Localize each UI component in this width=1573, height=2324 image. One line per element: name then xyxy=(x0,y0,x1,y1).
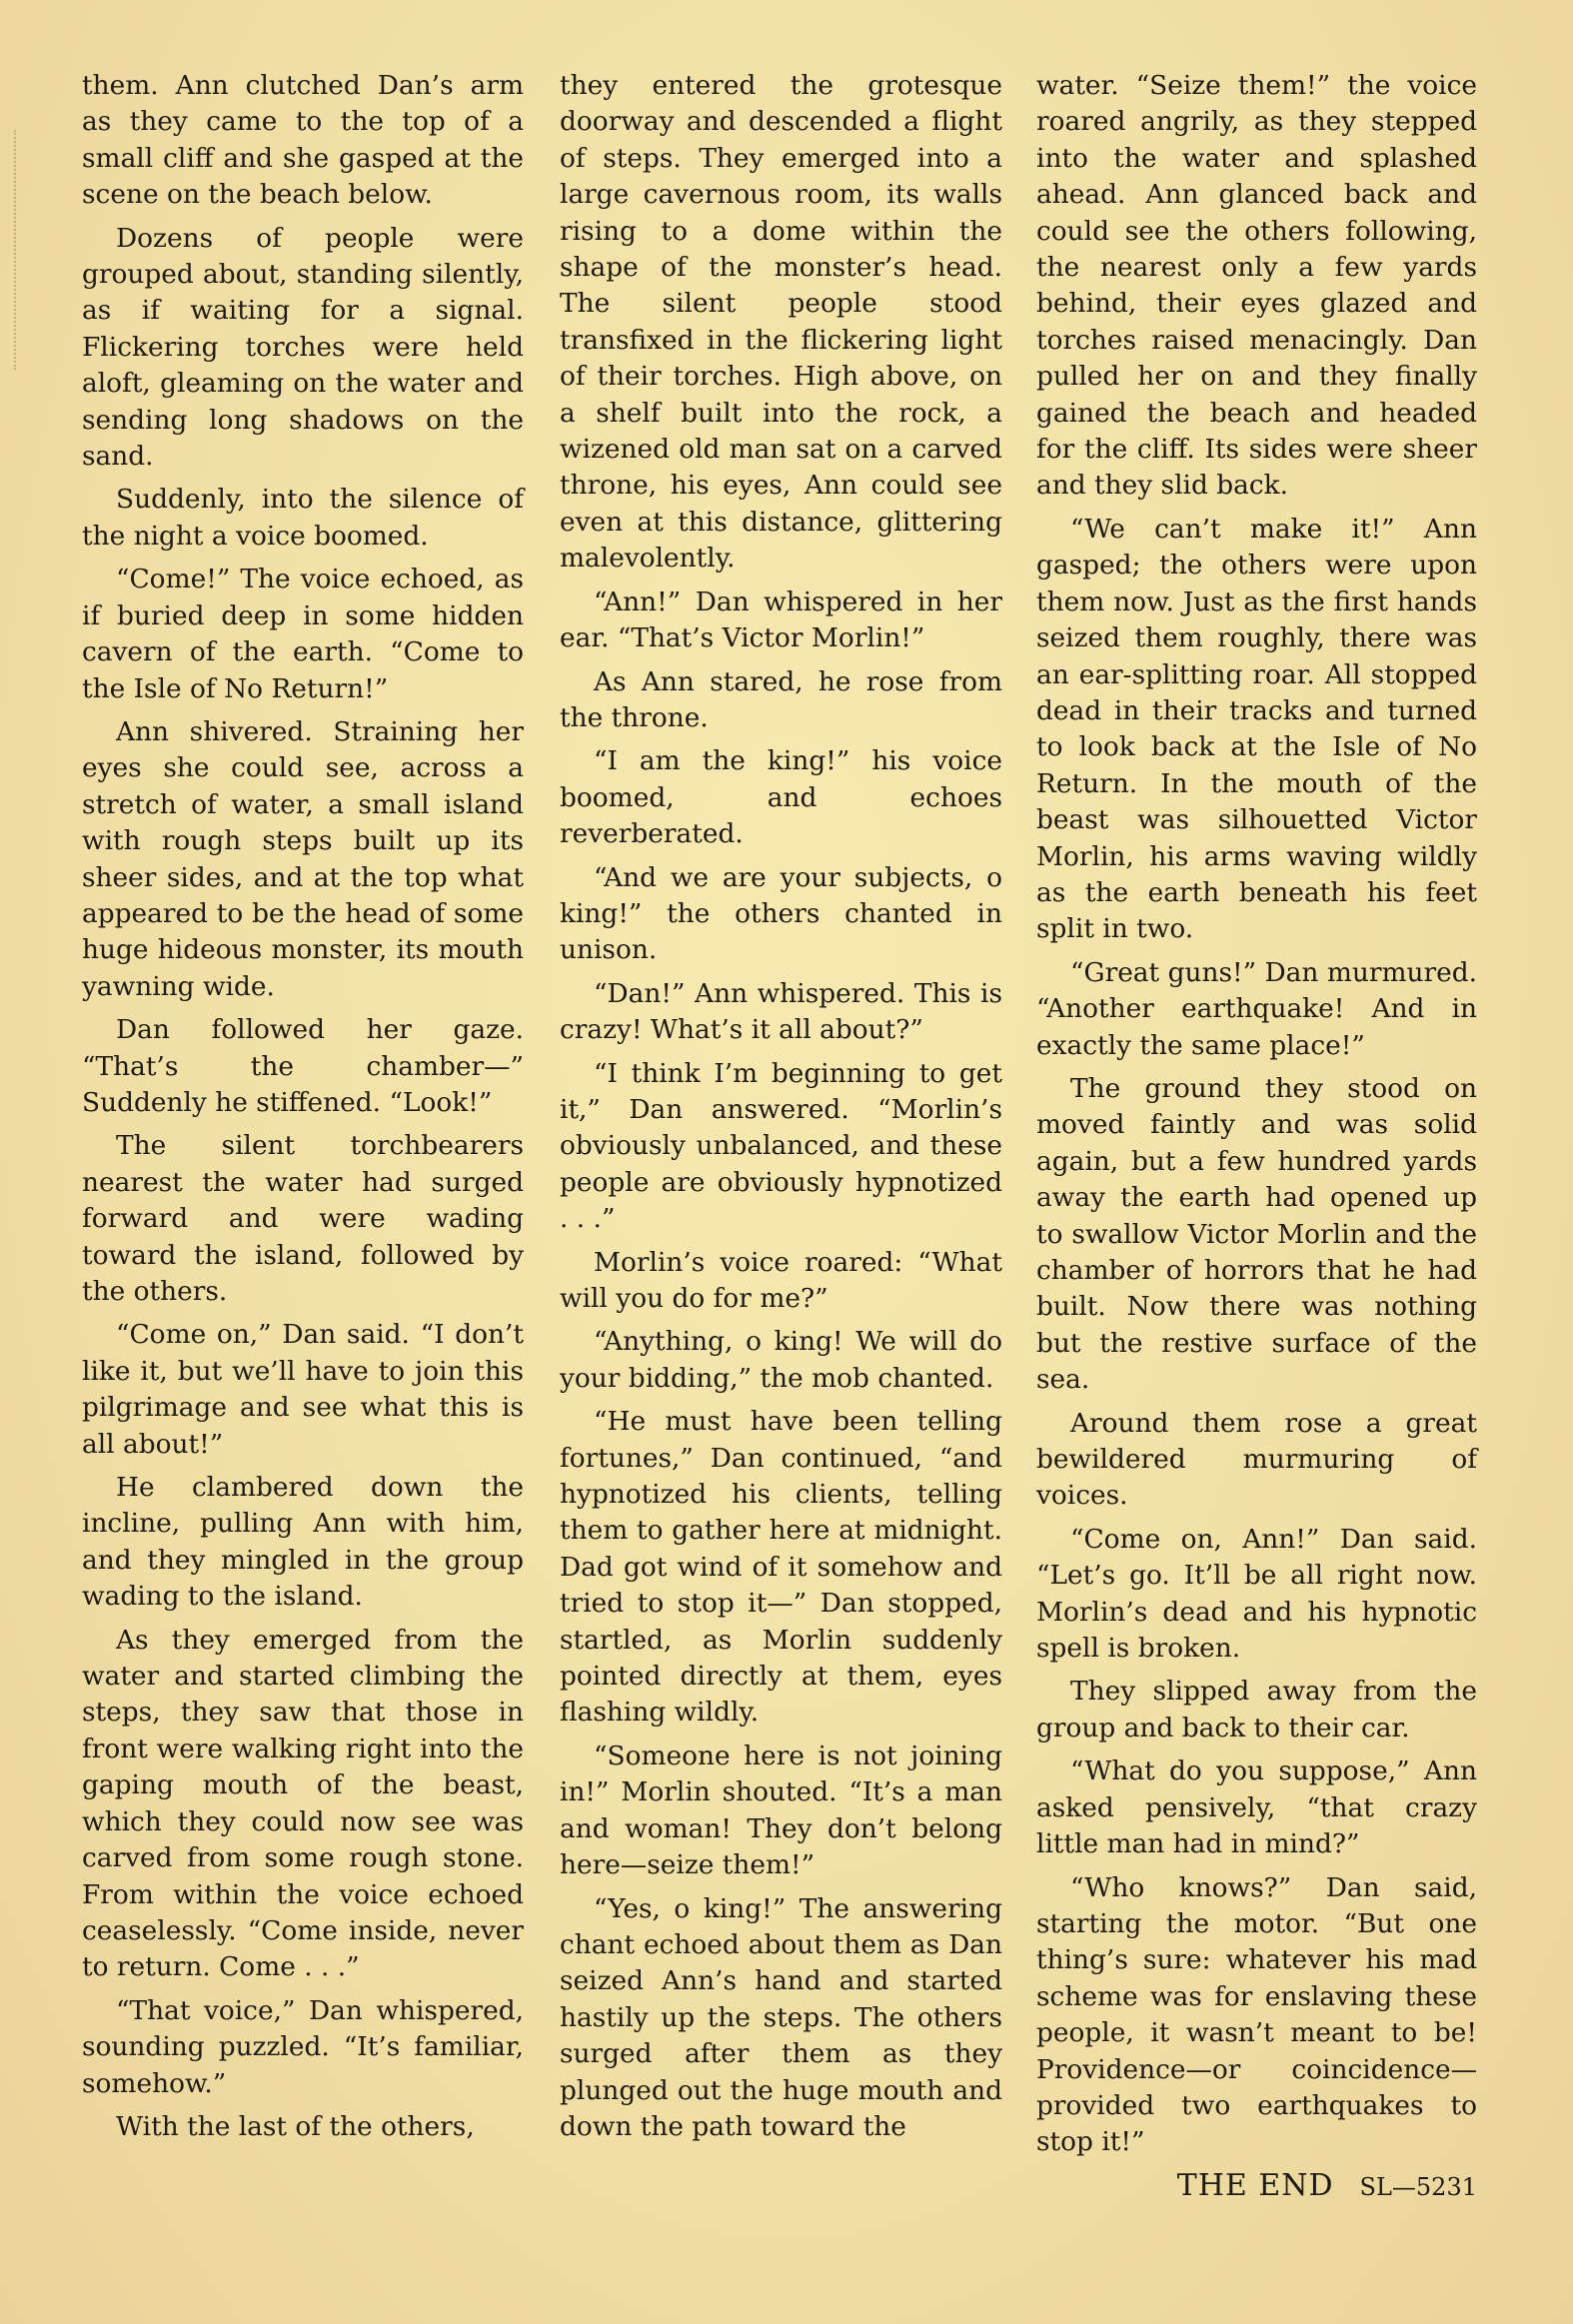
paragraph: “I think I’m beginning to get it,” Dan answered. “Morlin’s obviously unbalanced, and these people are obviously hypnotized . . .” xyxy=(560,1057,1002,1235)
paragraph: water. “Seize them!” the voice roared angrily, as they stepped into the water and splashed ahead. Ann glanced back and could see the others following, the nearest only a few yards behind, their eyes glazed and torches raised menacingly. Dan pulled her on and they finally gained the beach and headed for the cliff. Its sides were sheer and they slid back. xyxy=(1036,70,1477,502)
paragraph: them. Ann clutched Dan’s arm as they came to the top of a small cliff and she gasped at the scene on the beach below. xyxy=(82,70,524,211)
paragraph: They slipped away from the group and back to their car. xyxy=(1036,1676,1477,1743)
paragraph: “And we are your subjects, o king!” the others chanted in unison. xyxy=(560,861,1002,966)
paragraph: Morlin’s voice roared: “What will you do for me?” xyxy=(560,1246,1002,1314)
paragraph: “He must have been telling fortunes,” Dan continued, “and hypnotized his clients, telling them to gather here at midnight. Dad got wind of it somehow and tried to stop it—” Dan stopped, startled, as Morlin suddenly pointed directly at them, eyes flashing wildly. xyxy=(560,1406,1002,1729)
paragraph: The ground they stood on moved faintly and was solid again, but a few hundred yards away the earth had opened up to swallow Victor Morlin and the chamber of horrors that he had built. Now there was nothing but the restive surface of the sea. xyxy=(1036,1072,1477,1396)
paragraph: As they emerged from the water and started climbing the steps, they saw that those in front were walking right into the gaping mouth of the beast, which they could now see was carved from some rough stone. From within the voice echoed ceaselessly. “Come inside, never to return. Come . . .” xyxy=(82,1624,524,1983)
story-code: SL—5231 xyxy=(1359,2172,1477,2201)
paragraph: “Come!” The voice echoed, as if buried deep in some hidden cavern of the earth. “Come to the Isle of No Return!” xyxy=(82,564,524,704)
paragraph: “Come on,” Dan said. “I don’t like it, but we’ll have to join this pilgrimage and see what this is all about!” xyxy=(82,1319,524,1460)
paragraph: “Yes, o king!” The answering chant echoed about them as Dan seized Ann’s hand and started hastily up the steps. The others surged after them as they plunged out the huge mouth and down the path toward the xyxy=(560,1892,1002,2142)
paragraph: Suddenly, into the silence of the night a voice boomed. xyxy=(82,484,524,552)
paragraph: they entered the grotesque doorway and descended a flight of steps. They emerged into a large cavernous room, its walls rising to a dome within the shape of the monster’s head. The silent people stood transfixed in the flickering light of their torches. High above, on a shelf built into the rock, a wizened old man sat on a carved throne, his eyes, Ann could see even at this distance, glittering malevolently. xyxy=(560,70,1002,575)
paragraph: He clambered down the incline, pulling Ann with him, and they mingled in the group wading to the island. xyxy=(82,1472,524,1613)
page-edge-marks xyxy=(14,130,20,370)
paragraph: Ann shivered. Straining her eyes she could see, across a stretch of water, a small island with rough steps built up its sheer sides, and at the top what appeared to be the head of some huge hideous monster, its mouth yawning wide. xyxy=(82,715,524,1002)
paragraph: “Who knows?” Dan said, starting the motor. “But one thing’s sure: whatever his mad scheme was for enslaving these people, it wasn’t meant to be! Providence—or coincidence—provided two earthquakes to stop it!” xyxy=(1036,1871,1477,2158)
paragraph: “That voice,” Dan whispered, sounding puzzled. “It’s familiar, somehow.” xyxy=(82,1994,524,2099)
paragraph: As Ann stared, he rose from the throne. xyxy=(560,665,1002,733)
paragraph: “Dan!” Ann whispered. This is crazy! What’s it all about?” xyxy=(560,977,1002,1046)
text-column-2 xyxy=(560,68,1002,2152)
paragraph: “Come on, Ann!” Dan said. “Let’s go. It’ll be all right now. Morlin’s dead and his hypnotic spell is broken. xyxy=(1036,1523,1477,1665)
text-column-1 xyxy=(82,68,524,2152)
text-column-3 xyxy=(1036,68,1477,2205)
paragraph: “Someone here is not joining in!” Morlin shouted. “It’s a man and woman! They don’t belong here—seize them!” xyxy=(560,1740,1002,1881)
paragraph: The silent torchbearers nearest the water had surged forward and were wading toward the island, followed by the others. xyxy=(82,1130,524,1307)
paragraph: “What do you suppose,” Ann asked pensively, “that crazy little man had in mind?” xyxy=(1036,1755,1477,1860)
paragraph: “Ann!” Dan whispered in her ear. “That’s Victor Morlin!” xyxy=(560,585,1002,654)
paragraph: Dan followed her gaze. “That’s the chamber—” Suddenly he stiffened. “Look!” xyxy=(82,1014,524,1118)
the-end-label: THE END xyxy=(1176,2167,1334,2203)
paragraph: “Great guns!” Dan murmured. “Another earthquake! And in exactly the same place!” xyxy=(1036,956,1477,1061)
paragraph: Around them rose a great bewildered murmuring of voices. xyxy=(1036,1407,1477,1512)
paragraph: With the last of the others, xyxy=(116,2110,475,2142)
paragraph: “We can’t make it!” Ann gasped; the others were upon them now. Just as the first hands seized them roughly, there was an ear-splitting roar. All stopped dead in their tracks and turned to look back at the Isle of No Return. In the mouth of the beast was silhouetted Victor Morlin, his arms waving wildly as the earth beneath his feet split in two. xyxy=(1036,513,1477,945)
paragraph: Dozens of people were grouped about, standing silently, as if waiting for a signal. Flickering torches were held aloft, gleaming on the water and sending long shadows on the sand. xyxy=(82,222,524,473)
story-footer xyxy=(1036,2168,1477,2205)
paragraph: “I am the king!” his voice boomed, and echoes reverberated. xyxy=(560,745,1002,850)
paragraph: “Anything, o king! We will do your bidding,” the mob chanted. xyxy=(560,1326,1002,1394)
